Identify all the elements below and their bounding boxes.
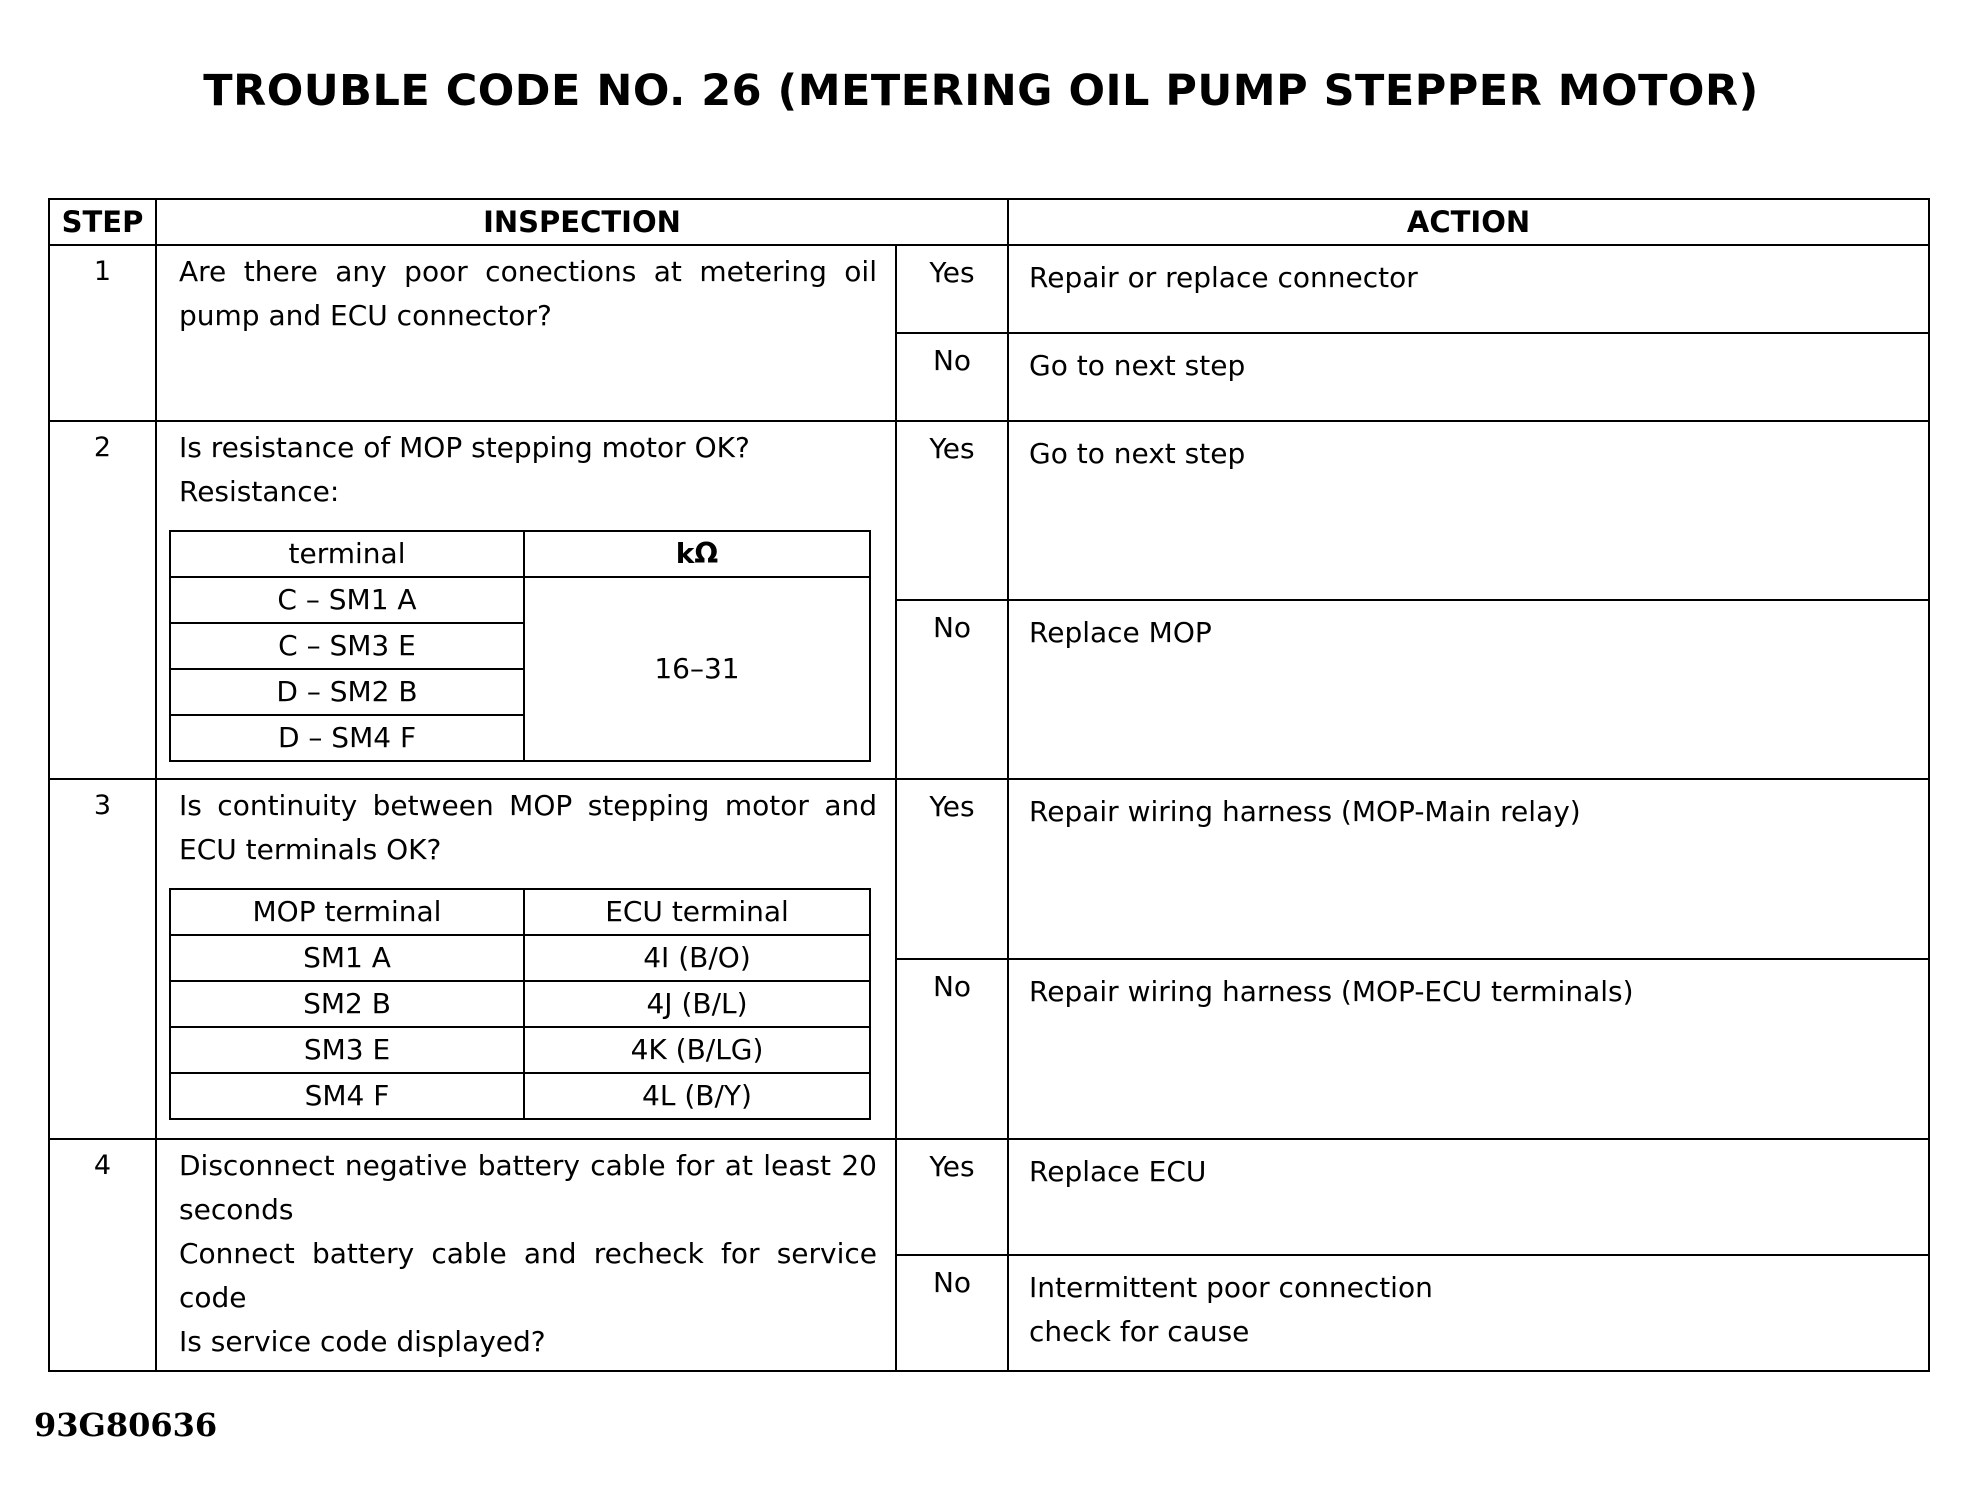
resistance-header-unit: kΩ: [524, 531, 870, 577]
step-3-no: No: [896, 959, 1008, 1139]
step-2-question: [156, 421, 896, 779]
step-3-yes-action: Repair wiring harness (MOP-Main relay): [1008, 779, 1929, 959]
step-2-yes: Yes: [896, 421, 1008, 600]
step-4-no: No: [896, 1255, 1008, 1371]
step-number: 2: [49, 421, 156, 779]
resistance-table: [169, 530, 871, 762]
step-2-question-line1: Is resistance of MOP stepping motor OK?: [179, 431, 750, 464]
step-4-yes: Yes: [896, 1139, 1008, 1255]
header-inspection: INSPECTION: [156, 199, 1008, 245]
step-number: 1: [49, 245, 156, 421]
header-row: [49, 199, 1929, 245]
step-1-yes-action: Repair or replace connector: [1008, 245, 1929, 333]
ecu-terminal: 4K (B/LG): [524, 1027, 870, 1073]
mop-terminal: SM3 E: [170, 1027, 524, 1073]
resistance-terminal: D – SM2 B: [170, 669, 524, 715]
step-2-no-action: Replace MOP: [1008, 600, 1929, 779]
mop-terminal: SM1 A: [170, 935, 524, 981]
resistance-header-terminal: terminal: [170, 531, 524, 577]
step-1-yes: Yes: [896, 245, 1008, 333]
resistance-terminal: D – SM4 F: [170, 715, 524, 761]
ecu-terminal: 4J (B/L): [524, 981, 870, 1027]
step-1-no: No: [896, 333, 1008, 421]
continuity-header-mop: MOP terminal: [170, 889, 524, 935]
step-4-question-line2: Connect battery cable and recheck for service code: [179, 1237, 877, 1314]
step-2-question-line2: Resistance:: [179, 475, 340, 508]
step-3-no-action: Repair wiring harness (MOP-ECU terminals): [1008, 959, 1929, 1139]
step-4-yes-row: [49, 1139, 1929, 1255]
step-3-yes: Yes: [896, 779, 1008, 959]
step-3-question-cell: [156, 779, 896, 1139]
resistance-terminal: C – SM1 A: [170, 577, 524, 623]
step-4-question-line3: Is service code displayed?: [179, 1325, 546, 1358]
step-4-question: [156, 1139, 896, 1371]
step-4-yes-action: Replace ECU: [1008, 1139, 1929, 1255]
resistance-value: 16–31: [524, 577, 870, 761]
trouble-code-table: [48, 198, 1930, 1372]
resistance-terminal: C – SM3 E: [170, 623, 524, 669]
ecu-terminal: 4L (B/Y): [524, 1073, 870, 1119]
step-3-yes-row: [49, 779, 1929, 959]
step-4-question-line1: Disconnect negative battery cable for at least 20 seconds: [179, 1149, 877, 1226]
figure-code: 93G80636: [34, 1406, 218, 1444]
step-1-question: Are there any poor conections at metering oil pump and ECU connector?: [156, 245, 896, 421]
step-4-no-action-line2: check for cause: [1029, 1315, 1250, 1348]
ecu-terminal: 4I (B/O): [524, 935, 870, 981]
step-number: 4: [49, 1139, 156, 1371]
header-action: ACTION: [1008, 199, 1929, 245]
step-3-question: Is continuity between MOP stepping motor and ECU terminals OK?: [179, 789, 877, 866]
header-step: STEP: [49, 199, 156, 245]
step-number: 3: [49, 779, 156, 1139]
mop-terminal: SM2 B: [170, 981, 524, 1027]
page-title: TROUBLE CODE NO. 26 (METERING OIL PUMP STEPPER MOTOR): [203, 66, 1759, 116]
step-1-yes-row: [49, 245, 1929, 333]
continuity-table: [169, 888, 871, 1120]
step-4-no-action-line1: Intermittent poor connection: [1029, 1271, 1433, 1304]
step-2-yes-row: [49, 421, 1929, 600]
step-1-no-action: Go to next step: [1008, 333, 1929, 421]
step-2-no: No: [896, 600, 1008, 779]
step-4-no-action: [1008, 1255, 1929, 1371]
mop-terminal: SM4 F: [170, 1073, 524, 1119]
step-2-yes-action: Go to next step: [1008, 421, 1929, 600]
continuity-header-ecu: ECU terminal: [524, 889, 870, 935]
